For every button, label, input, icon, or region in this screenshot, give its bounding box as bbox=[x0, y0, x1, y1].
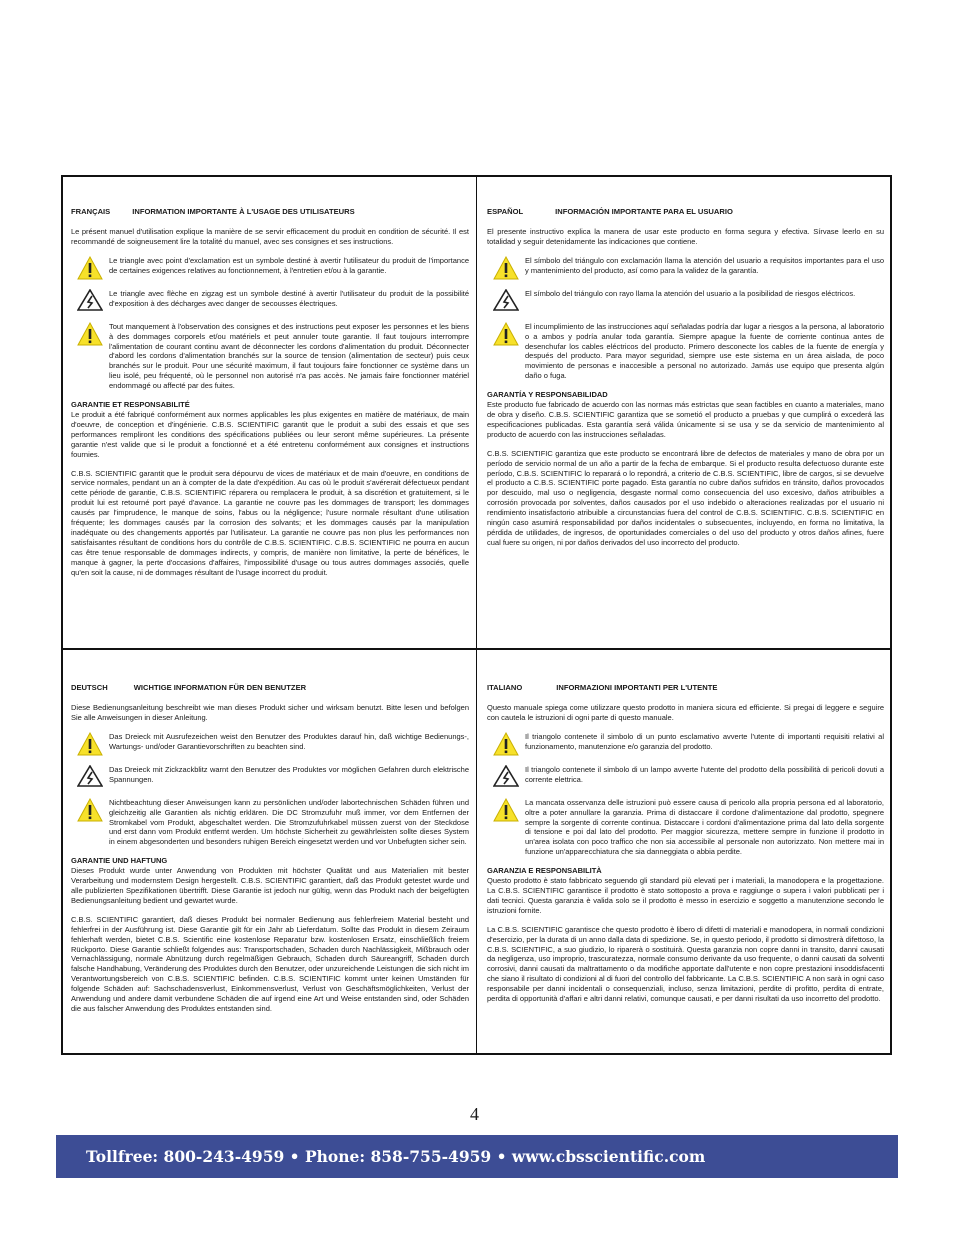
warning-note: Le triangle avec point d'exclamation est un symbole destiné à avertir l'utilisateur du produit de l'importance de certaines exigences relatives au fonctionnement, à l'entretien et/ou à la garantie. bbox=[71, 256, 469, 280]
section-heading: ITALIANO INFORMAZIONI IMPORTANTI PER L'UTENTE bbox=[487, 683, 718, 692]
warning-note: La mancata osservanza delle istruzioni può essere causa di pericolo alla propria persona ed al laboratorio, oltre a poter annullare la garanzia. Prima di distaccare il cordone d'alimentazione dal prodotto, spegnere sempre la sorgente di corrente continua. Distaccare i cordoni d'alimentazione prima dal lato della sorgente di tensione e poi dal lato del prodotto. Per maggior sicurezza, mettere sempre in funzione il prodotto in un'area isolata con poco traffico che non sia accessibile al personale non autorizzato. Non mettere mai in funzione un'apparecchiatura che sia danneggiata o abbia perdite. bbox=[487, 798, 884, 857]
warranty-paragraph: C.B.S. SCIENTIFIC garantiza que este producto se encontrará libre de defectos de materiales y mano de obra por un período de servicio normal de un año a partir de la fecha de embarque. Si el producto resulta defectuoso durante este período, C.B.S. SCIENTIFIC lo reparará o lo repondrá, a criterio de C.B.S. SCIENTIFIC, libre de cargos, si se devuelve el producto a C.B.S. SCIENTIFIC porte pagado. Esta garantía no cubre daños sufridos en tránsito, daños provocados por descuido, mal uso o negligencia, desgaste normal como consecuencia del uso excesivo, daños atribuibles a corrosión provocada por solventes, daños causados por el uso indebido o alteraciones realizadas por el usuario ni rendimiento insatisfactorio atribuible a circunstancias fuera del control de C.B.S. SCIENTIFIC. C.B.S. SCIENTIFIC en ningún caso asumirá responsabilidad por daños incidentales o subsecuentes, incluyendo, en forma no limitativa, la pérdida de utilidades, de ingresos, de oportunidades comerciales o del uso del producto y otros daños afines, fuere cual fuere su origen, ni por daños derivados del uso incorrecto del producto. bbox=[487, 448, 884, 547]
page-number: 4 bbox=[470, 1104, 479, 1124]
electric-shock-warning-icon bbox=[487, 765, 525, 789]
exclamation-warning-icon bbox=[71, 256, 109, 280]
warranty-heading: GARANZIA E RESPONSABILITÀ bbox=[487, 866, 602, 876]
exclamation-warning-icon bbox=[71, 798, 109, 822]
section-heading: FRANÇAIS INFORMATION IMPORTANTE À L'USAGE DES UTILISATEURS bbox=[71, 207, 355, 216]
warranty-paragraph: Questo prodotto è stato fabbricato seguendo gli standard più elevati per i materiali, la manodopera e la progettazione. La C.B.S. SCIENTIFIC garantisce il prodotto è stato sottoposto a prova e raggiunge o supera i valori pubblicati per i dati tecnici. Questa garanzia è valida solo se il prodotto è messo in esercizio e soggetto a manutenzione secondo le istruzioni fornite. bbox=[487, 876, 884, 915]
electric-shock-warning-icon bbox=[487, 289, 525, 313]
exclamation-warning-icon bbox=[487, 798, 525, 822]
intro-text: Le présent manuel d'utilisation explique la manière de se servir efficacement du produit en condition de sécurité. Il est recommandé de soigneusement lire la totalité du manuel, avec ses consignes et ses instructions. bbox=[71, 226, 469, 246]
section-french bbox=[71, 207, 469, 643]
warning-note: Il triangolo contenete il simbolo di un lampo avverte l'utente del prodotto della possibilità di pericoli dovuti a corrente elettrica. bbox=[487, 765, 884, 789]
warranty-paragraph: Dieses Produkt wurde unter Anwendung von Produkten mit höchster Qualität und aus Materialien mit bester Verarbeitung und modernstem Design hergestellt. C.B.S. SCIENTIFIC garantiert, daß das Produkt getestet wurde und alle publizierten Spezifikationen übertrifft. Diese Garantie ist jedoch nur gültig, wenn das Produkt nach der beigefügten Bedienungsanleitung bedient und gewartet wurde. bbox=[71, 866, 469, 905]
warning-note: El símbolo del triángulo con exclamación llama la atención del usuario a requisitos importantes para el uso y mantenimiento del producto, así como para la validez de la garantía. bbox=[487, 256, 884, 280]
warning-note: Das Dreieck mit Zickzackblitz warnt den Benutzer des Produktes vor möglichen Gefahren durch elektrische Spannungen. bbox=[71, 765, 469, 789]
section-heading: ESPAÑOL INFORMACIÓN IMPORTANTE PARA EL USUARIO bbox=[487, 207, 733, 216]
warranty-heading: GARANTIE UND HAFTUNG bbox=[71, 856, 168, 866]
warning-note: Il triangolo contenete il simbolo di un punto esclamativo avverte l'utente di importanti requisiti relativi al funzionamento, manutenzione e/o garanzia del prodotto. bbox=[487, 732, 884, 756]
warning-note: Tout manquement à l'observation des consignes et des instructions peut exposer les personnes et les biens à des dommages corporels et/ou matériels et peut annuler toute garantie. Il faut toujours interrompre l'alimentation de courant continu avant de déconnecter les cordons d'alimentation du produit. Déconnecter d'abord les cordons d'alimentation branchés sur la source de tension (alimentation de secteur) puis ceux branchés sur le produit. Pour une sécurité maximum, il faut toujours faire fonctionner ce système dans un lieu isolé, peu fréquenté, où le personnel non autorisé n'a pas accès. Ne jamais faire fonctionner matériel endommagé ou affecté par des fuites. bbox=[71, 322, 469, 391]
intro-text: El presente instructivo explica la manera de usar este producto en forma segura y efectiva. Sírvase leerlo en su totalidad y seguir detenidamente las indicaciones que contiene. bbox=[487, 226, 884, 246]
warranty-heading: GARANTÍA Y RESPONSABILIDAD bbox=[487, 390, 608, 400]
warning-note: Nichtbeachtung dieser Anweisungen kann zu persönlichen und/oder labortechnischen Schäden führen und gleichzeitig alle Garantien als nichtig erklären. Die DC Stromzufuhr muß immer, vor dem Entfernen der Stromkabel vom Produkt, abgeschaltet werden. Die Stromzufuhrkabel müssen zuerst von der Steckdose und erst dann vom Produkt entfernt werden. Um höchste Sicherheit zu gewährleisten sollte dieses System in einem abgesonderten und besonders ruhigen Bereich eingesetzt werden und vor Unbefugten sicher sein. bbox=[71, 798, 469, 848]
column-divider bbox=[476, 175, 477, 1055]
section-german bbox=[71, 683, 469, 1048]
warranty-heading: GARANTIE ET RESPONSABILITÉ bbox=[71, 400, 190, 410]
electric-shock-warning-icon bbox=[71, 289, 109, 313]
section-spanish bbox=[487, 207, 884, 643]
exclamation-warning-icon bbox=[487, 732, 525, 756]
exclamation-warning-icon bbox=[487, 322, 525, 346]
exclamation-warning-icon bbox=[71, 322, 109, 346]
electric-shock-warning-icon bbox=[71, 765, 109, 789]
section-heading: DEUTSCH WICHTIGE INFORMATION FÜR DEN BENUTZER bbox=[71, 683, 307, 692]
warning-note: Das Dreieck mit Ausrufezeichen weist den Benutzer des Produktes darauf hin, daß wichtige Bedienungs-, Wartungs- und/oder Garantievorschriften zu beachten sind. bbox=[71, 732, 469, 756]
warranty-paragraph: La C.B.S. SCIENTIFIC garantisce che questo prodotto è libero di difetti di materiali e manodopera, in normali condizioni d'esercizio, per la durata di un anno dalla data di spedizione. Se, in questo periodo, il prodotto si dimostrerà difettoso, la C.B.S. SCIENTIFIC, a suo giudizio, lo riparerà o sostituirà. Questa garanzia non copre danni in transito, danni causati da negligenza, uso improprio, trascuratezza, normale consumo derivante da uso frequente, o danni causati da solventi corrosivi, danni causati da maltrattamento o da modifiche apportate dall'utente e non copre prestazioni insoddisfacenti che siano il risultato di condizioni al di fuori del controllo del fabbricante. La C.B.S. SCIENTIFIC A non sarà in ogni caso responsabile per danni incidentali o consequenziali, incluso, senza limitazioni, perdite di profitto, perdita di entrate, perdita di opportunità d'affari e altri danni relativi, comunque causati, e per danni risultati da uso incorretto del prodotto. bbox=[487, 924, 884, 1004]
warranty-paragraph: C.B.S. SCIENTIFIC garantiert, daß dieses Produkt bei normaler Bedienung aus fehlerfreiem Material besteht und fehlerfrei in der Ausführung ist. Diese Garantie gilt für ein Jahr ab Lieferdatum. Sollte das Produkt in diesem Zeiraum fehlerhaft werden, bietet C.B.S. Scientific eine kostenlose Reparatur bzw. kostenlosen Ersatz, einschließlich freiem Rückporto. Diese Garantie schließt folgendes aus: Transportschaden, Schaden durch Nachlässigkeit, Mißbrauch oder Vernachlässigung, normale Abnützung durch regelmäßigen Gebrauch, Schaden durch Säureangriff, Schaden durch falsche Handhabung, Veränderung des Produktes durch den Benutzer, oder unzureichende Leistungen die sich nicht im Verantwortungsbereich von C.B.S. SCIENTIFIC befinden. C.B.S. SCIENTIFIC kommt unter keinen Umständen für folgende Schäden auf: Sachschadensverlust, Einkommensverlust, Verlust von Geschäftsmöglichkeiten, Verlust der Anwendung und andere damit verbundene Schäden die auf irgend eine Art und Weise entstanden sind, oder Schäden die aus falscher Anwendung des Produktes entstanden sind. bbox=[71, 914, 469, 1013]
exclamation-warning-icon bbox=[487, 256, 525, 280]
warranty-paragraph: C.B.S. SCIENTIFIC garantit que le produit sera dépourvu de vices de matériaux et de main d'oeuvre, en conditions de service normales, pendant un an à compter de la date d'expédition. Au cas où le produit s'avérerait défectueux pendant cette période de garantie, C.B.S. SCIENTIFIC réparera ou remplacera le produit, à sa discrétion et gratuitement, si le produit lui est retourné port payé d'avance. La garantie ne couvre pas les dommages de transport; les dommages causés par l'imprudence, le manque de soins, l'abus ou la négligence; l'usure normale résultant d'une utilisation fréquente; les dommages causés par la corrosion des solvants; et les dommages causés par la manipulation inadéquate ou des changements apportés par l'utilisateur. La garantie ne couvre pas non plus les performances non satisfaisantes résultant de conditions hors du contrôle de C.B.S. SCIENTIFIC. C.B.S. SCIENTIFIC ne pourra en aucun cas être tenue responsable de dommages indirects, y compris, de manière non limitative, la perte de bénéfices, le manque à gagner, la perte d'occasions d'affaires, l'impossibilité d'usage ou tous autres dommages associés, quelle qu'en soit la cause, ni de dommages résultant de l'usage incorrect du produit. bbox=[71, 468, 469, 577]
exclamation-warning-icon bbox=[71, 732, 109, 756]
warning-note: Le triangle avec flèche en zigzag est un symbole destiné à avertir l'utilisateur du produit de la possibilité d'exposition à des décharges avec danger de secousses électriques. bbox=[71, 289, 469, 313]
warranty-paragraph: Le produit a été fabriqué conformément aux normes applicables les plus exigentes en matière de matériaux, de main d'oeuvre, de conception et d'ingénierie. C.B.S. SCIENTIFIC garantit que le produit a subi des essais et que ses performances rempliront les conditions des spécifications publiées ou leur seront même supérieures. La présente garantie n'est valide que si le produit a fonctionné et a été entretenu conformément aux consignes et instructions fournies. bbox=[71, 409, 469, 459]
warning-note: El símbolo del triángulo con rayo llama la atención del usuario a la posibilidad de riesgos eléctricos. bbox=[487, 289, 884, 313]
warning-note: El incumplimiento de las instrucciones aquí señaladas podría dar lugar a riesgos a la persona, al laboratorio o a ambos y podría anular toda garantía. Siempre apague la fuente de corriente continua antes de desenchufar los cables eléctricos del producto. Primero desconecte los cables de la fuente de energía y después del producto. Para mayor seguridad, siempre use este sistema en un área aislada, de poco movimiento de personas e inaccesible a personal no autorizado. Jamás use equipo que presenta algún daño o fuga. bbox=[487, 322, 884, 381]
intro-text: Diese Bedienungsanleitung beschreibt wie man dieses Produkt sicher und wirksam benutzt. Bitte lesen und befolgen Sie alle Anweisungen in dieser Anleitung. bbox=[71, 702, 469, 722]
row-divider bbox=[61, 648, 892, 650]
intro-text: Questo manuale spiega come utilizzare questo prodotto in maniera sicura ed efficiente. Si pregai di leggere e seguire con cautela le istruzioni di ogni parte di questo manuale. bbox=[487, 702, 884, 722]
section-italian bbox=[487, 683, 884, 1048]
contact-footer: Tollfree: 800-243-4959 • Phone: 858-755-4959 • www.cbsscientific.com bbox=[56, 1135, 898, 1178]
warranty-paragraph: Este producto fue fabricado de acuerdo con las normas más estrictas que sean factibles en cuanto a materiales, mano de obra y diseño. C.B.S. SCIENTIFIC garantiza que se sometió el producto a pruebas y que cumplirá o excederá las especificaciones publicadas. Esta garantía será válida únicamente si se usa y se da servicio de mantenimiento al producto de acuerdo con las instrucciones señaladas. bbox=[487, 400, 884, 439]
